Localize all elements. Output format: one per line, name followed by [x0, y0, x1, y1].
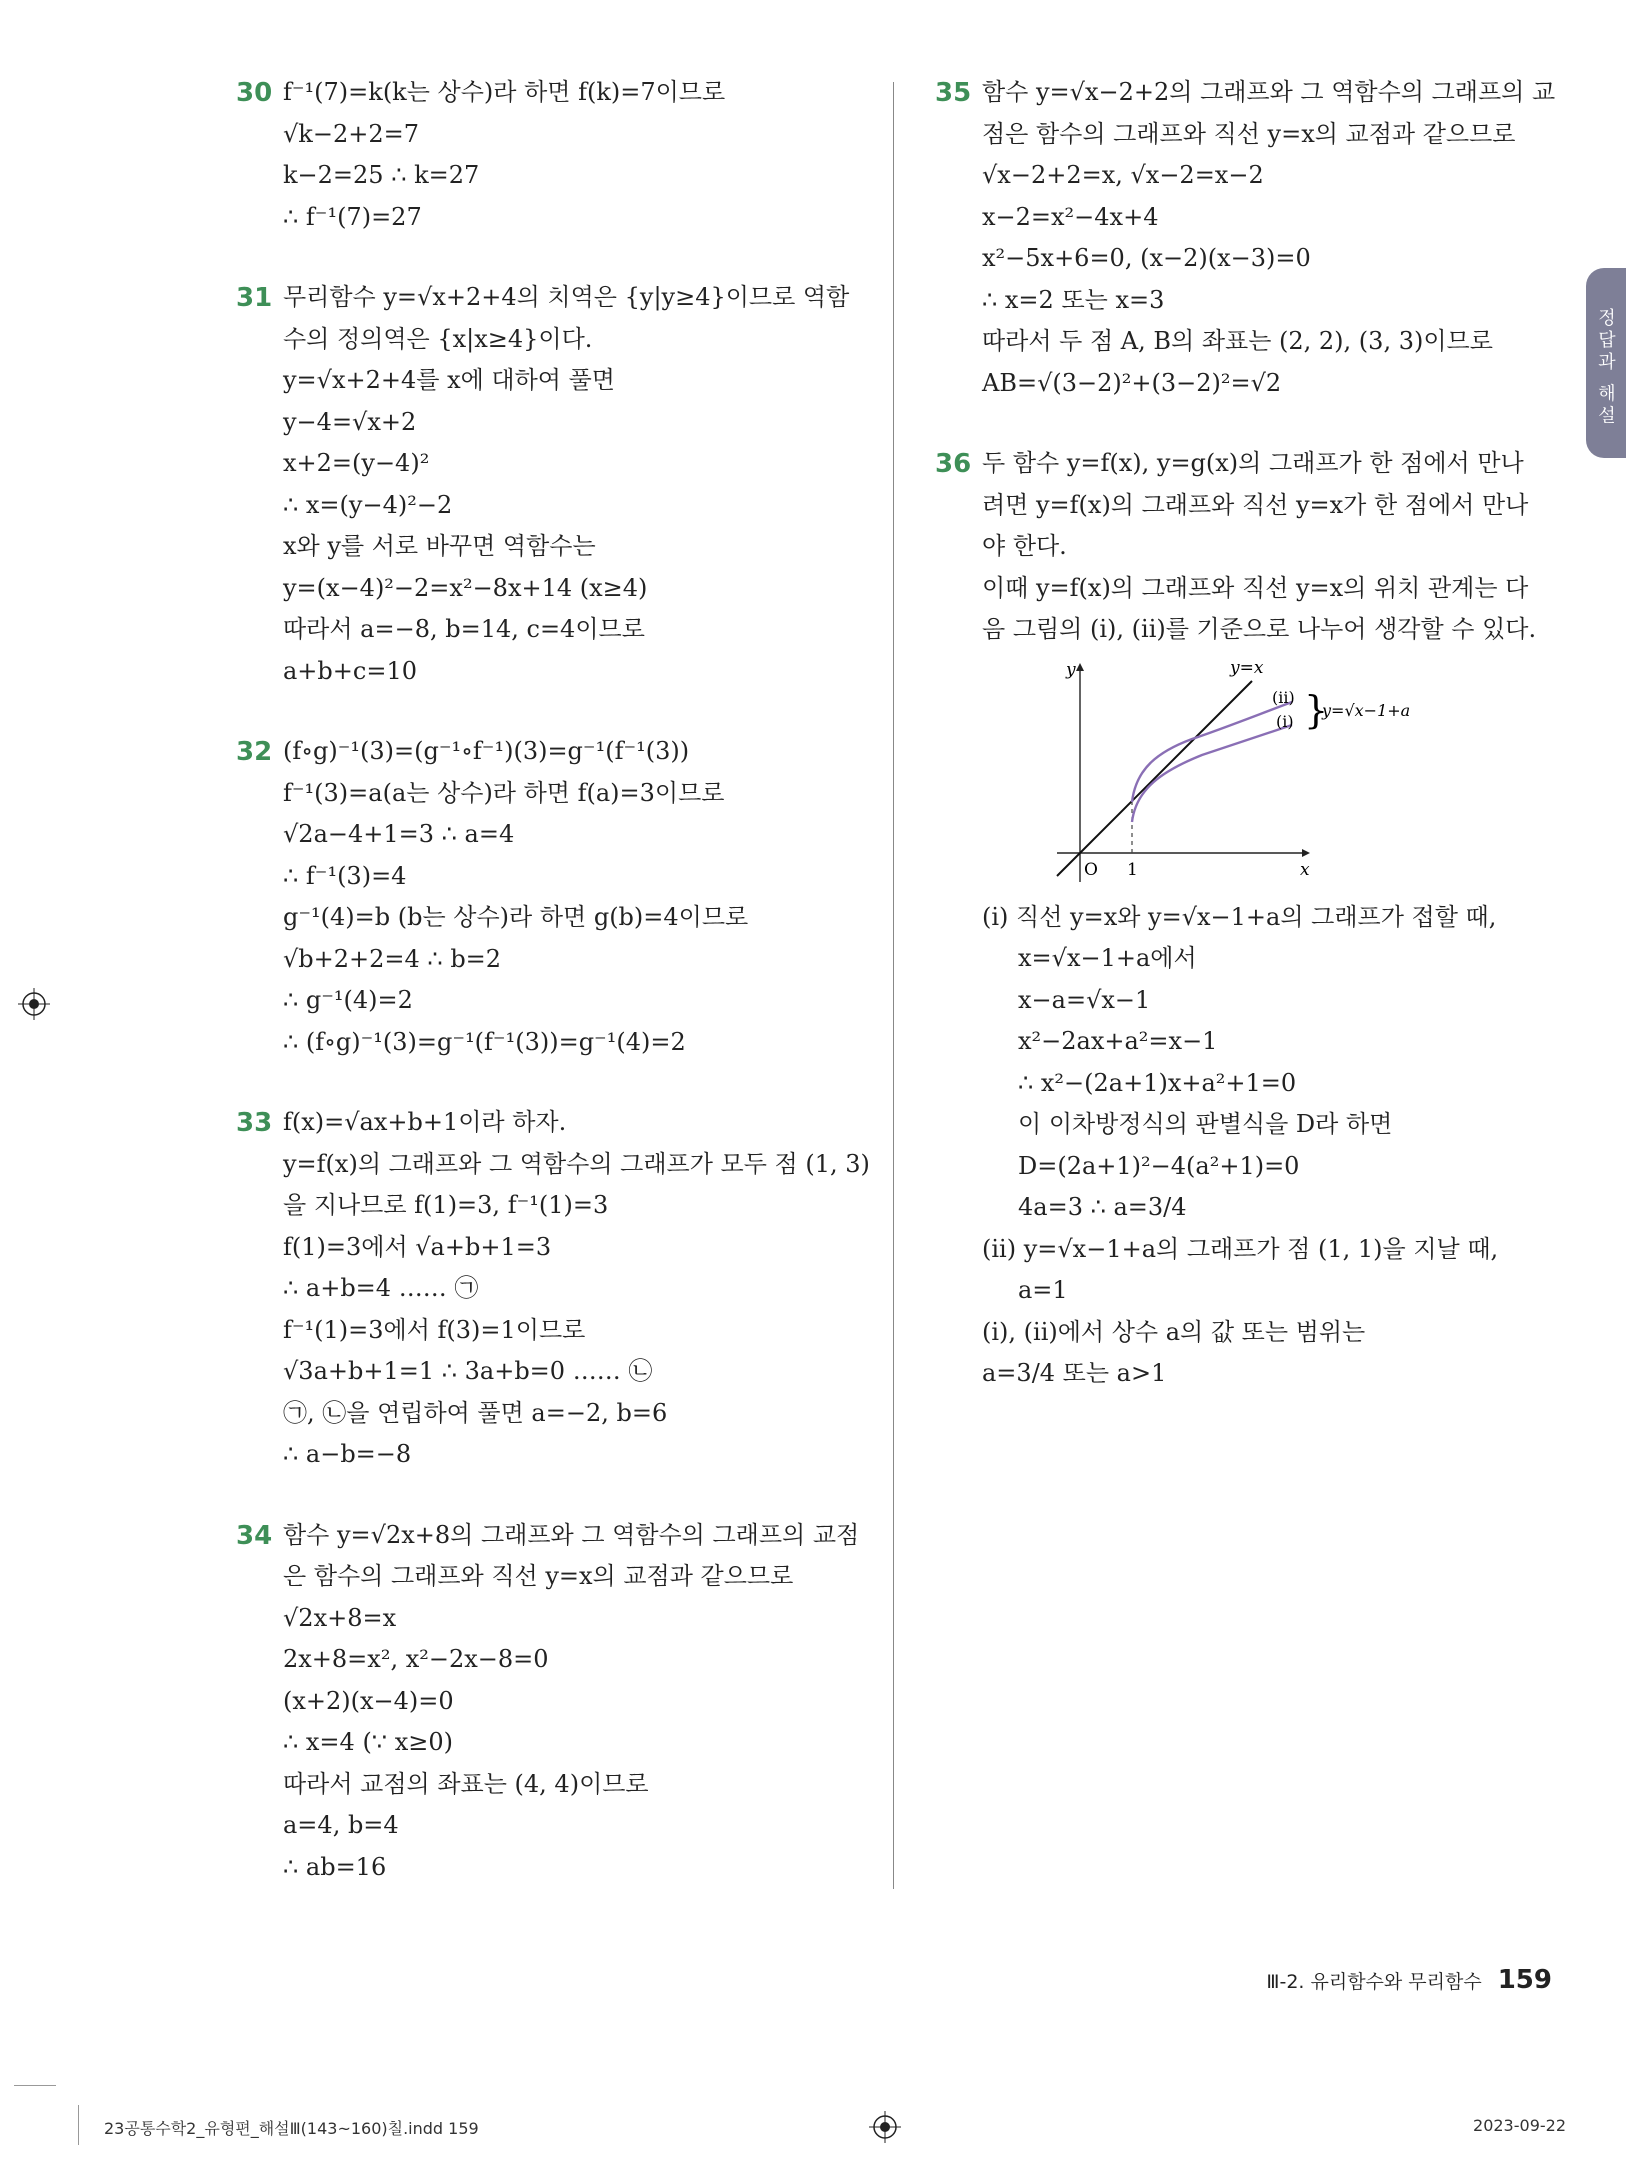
solution-line: ∴ g⁻¹(4)=2	[283, 986, 413, 1014]
solution-line: f⁻¹(7)=k(k는 상수)라 하면 f(k)=7이므로	[283, 78, 726, 106]
column-divider	[893, 82, 894, 1889]
problem-34	[236, 1515, 866, 1889]
y-axis-arrow	[1076, 663, 1084, 671]
solution-line: D=(2a+1)²−4(a²+1)=0	[1018, 1151, 1300, 1180]
problem-number: 32	[236, 737, 273, 767]
solution-line: f(1)=3에서 √a+b+1=3	[283, 1232, 552, 1261]
solution-line: ∴ f⁻¹(7)=27	[283, 202, 422, 231]
solution-line: x−2=x²−4x+4	[982, 202, 1159, 231]
solution-line: f⁻¹(3)=a(a는 상수)라 하면 f(a)=3이므로	[283, 778, 725, 807]
conclusion-line: a=3/4 또는 a>1	[982, 1359, 1167, 1387]
solution-line: y=√x+2+4를 x에 대하여 풀면	[283, 366, 615, 394]
function-graph	[1052, 657, 1411, 887]
problem-number: 34	[236, 1520, 273, 1551]
print-date: 2023-09-22	[1473, 2116, 1566, 2135]
problem-33	[236, 1102, 870, 1476]
solution-line: y−4=√x+2	[283, 407, 417, 436]
solution-line: ∴ (f∘g)⁻¹(3)=g⁻¹(f⁻¹(3))=g⁻¹(4)=2	[283, 1027, 686, 1056]
solution-line: ∴ a+b=4 …… ㉠	[283, 1274, 479, 1302]
solution-line: 려면 y=f(x)의 그래프와 직선 y=x가 한 점에서 만나	[982, 490, 1529, 519]
line-label: y=x	[1230, 657, 1264, 678]
solution-line: 수의 정의역은 {x|x≥4}이다.	[283, 324, 593, 353]
case-i-label: (i)	[1276, 711, 1294, 731]
solution-line: ∴ a−b=−8	[283, 1440, 412, 1468]
problem-30	[236, 72, 866, 238]
case-heading: (ii) y=√x−1+a의 그래프가 점 (1, 1)을 지날 때,	[982, 1234, 1499, 1263]
x-axis-label: x	[1300, 859, 1310, 880]
left-column	[236, 72, 870, 1888]
solution-line: x−a=√x−1	[1018, 985, 1151, 1014]
solution-line: y=f(x)의 그래프와 그 역함수의 그래프가 모두 점 (1, 3)	[283, 1149, 870, 1178]
solution-line: (f∘g)⁻¹(3)=(g⁻¹∘f⁻¹)(3)=g⁻¹(f⁻¹(3))	[283, 737, 690, 765]
solution-line: 이 이차방정식의 판별식을 D라 하면	[1018, 1110, 1393, 1138]
solution-line: √3a+b+1=1 ∴ 3a+b=0 …… ㉡	[283, 1357, 653, 1385]
solution-line: AB=√(3−2)²+(3−2)²=√2	[982, 368, 1282, 397]
solution-line: ∴ x=(y−4)²−2	[283, 490, 453, 519]
file-slug: 23공통수학2_유형편_해설Ⅲ(143~160)칠.indd 159	[104, 2119, 479, 2138]
solution-line: ∴ x²−(2a+1)x+a²+1=0	[1018, 1068, 1297, 1097]
registration-mark-icon	[869, 2111, 901, 2143]
solution-line: ∴ f⁻¹(3)=4	[283, 861, 407, 890]
problem-number: 35	[935, 78, 972, 108]
solution-line: √2x+8=x	[283, 1603, 397, 1632]
problem-number: 33	[236, 1108, 273, 1138]
right-column	[935, 72, 1555, 1395]
problem-32	[236, 731, 866, 1063]
problem-31	[236, 277, 866, 692]
solution-line: ∴ x=4 (∵ x≥0)	[283, 1728, 453, 1756]
curve-case-i	[1132, 725, 1292, 822]
solution-line: 함수 y=√x−2+2의 그래프와 그 역함수의 그래프의 교	[982, 78, 1556, 106]
solution-line: 야 한다.	[982, 532, 1067, 560]
problem-35	[935, 72, 1555, 404]
solution-line: f⁻¹(1)=3에서 f(3)=1이므로	[283, 1315, 586, 1344]
solution-line: a+b+c=10	[283, 656, 417, 685]
line-y-equals-x	[1057, 681, 1252, 876]
problem-number: 30	[236, 78, 273, 108]
solution-line: x²−5x+6=0, (x−2)(x−3)=0	[982, 244, 1311, 272]
page-number: 159	[1497, 1965, 1552, 1995]
solution-line: (x+2)(x−4)=0	[283, 1686, 454, 1715]
solution-line: √b+2+2=4 ∴ b=2	[283, 944, 502, 973]
x-axis-arrow	[1302, 849, 1310, 857]
conclusion-line: (i), (ii)에서 상수 a의 값 또는 범위는	[982, 1317, 1366, 1346]
problem-number: 36	[935, 449, 972, 479]
solution-line: 4a=3 ∴ a=3/4	[1018, 1193, 1187, 1221]
solution-line: √k−2+2=7	[283, 119, 419, 148]
solution-line: x²−2ax+a²=x−1	[1018, 1027, 1218, 1055]
solution-line: 이때 y=f(x)의 그래프와 직선 y=x의 위치 관계는 다	[982, 573, 1529, 602]
solution-line: y=(x−4)²−2=x²−8x+14 (x≥4)	[283, 573, 648, 602]
solution-line: 따라서 두 점 A, B의 좌표는 (2, 2), (3, 3)이므로	[982, 327, 1493, 355]
solution-line: 따라서 교점의 좌표는 (4, 4)이므로	[283, 1769, 649, 1798]
problem-36	[935, 443, 1555, 1395]
solution-line: 두 함수 y=f(x), y=g(x)의 그래프가 한 점에서 만나	[982, 449, 1524, 477]
solution-line: ∴ ab=16	[283, 1852, 387, 1881]
solution-line: 무리함수 y=√x+2+4의 치역은 {y|y≥4}이므로 역함	[283, 283, 850, 311]
solution-line: a=1	[1018, 1276, 1068, 1304]
brace: }	[1304, 687, 1329, 732]
solution-line: x=√x−1+a에서	[1018, 944, 1197, 972]
case-ii-label: (ii)	[1272, 687, 1295, 707]
tick-label-1: 1	[1127, 859, 1138, 880]
solution-line: 점은 함수의 그래프와 직선 y=x의 교점과 같으므로	[982, 119, 1516, 148]
solution-line: 2x+8=x², x²−2x−8=0	[283, 1645, 549, 1673]
registration-mark-icon	[18, 988, 50, 1020]
solution-line: 을 지나므로 f(1)=3, f⁻¹(1)=3	[283, 1191, 609, 1219]
solution-line: 음 그림의 (i), (ii)를 기준으로 나누어 생각할 수 있다.	[982, 615, 1537, 643]
origin-label: O	[1084, 859, 1098, 880]
solution-line: √2a−4+1=3 ∴ a=4	[283, 820, 515, 848]
y-axis-label: y	[1066, 659, 1076, 680]
problem-number: 31	[236, 283, 273, 313]
crop-line	[14, 2085, 56, 2086]
solution-line: g⁻¹(4)=b (b는 상수)라 하면 g(b)=4이므로	[283, 903, 749, 931]
solution-line: 따라서 a=−8, b=14, c=4이므로	[283, 615, 645, 643]
solution-line: 은 함수의 그래프와 직선 y=x의 교점과 같으므로	[283, 1562, 794, 1590]
solution-line: √x−2+2=x, √x−2=x−2	[982, 161, 1264, 189]
crop-line	[78, 2105, 79, 2145]
solution-line: f(x)=√ax+b+1이라 하자.	[283, 1108, 567, 1136]
case-heading: (i) 직선 y=x와 y=√x−1+a의 그래프가 접할 때,	[982, 902, 1497, 931]
solution-line: k−2=25 ∴ k=27	[283, 161, 480, 189]
solution-line: ㉠, ㉡을 연립하여 풀면 a=−2, b=6	[283, 1398, 668, 1427]
solution-line: a=4, b=4	[283, 1811, 399, 1839]
chapter-title: Ⅲ-2. 유리함수와 무리함수	[1266, 1971, 1482, 1993]
solution-line: x와 y를 서로 바꾸면 역함수는	[283, 532, 596, 560]
solution-line: 함수 y=√2x+8의 그래프와 그 역함수의 그래프의 교점	[283, 1520, 860, 1549]
solution-line: x+2=(y−4)²	[283, 449, 430, 477]
chapter-footer	[1266, 1965, 1552, 1995]
section-side-tab	[1586, 268, 1626, 458]
curve-label: y=√x−1+a	[1322, 700, 1411, 720]
solution-line: ∴ x=2 또는 x=3	[982, 285, 1165, 314]
side-tab-label: 정답과 해설	[1595, 308, 1616, 428]
